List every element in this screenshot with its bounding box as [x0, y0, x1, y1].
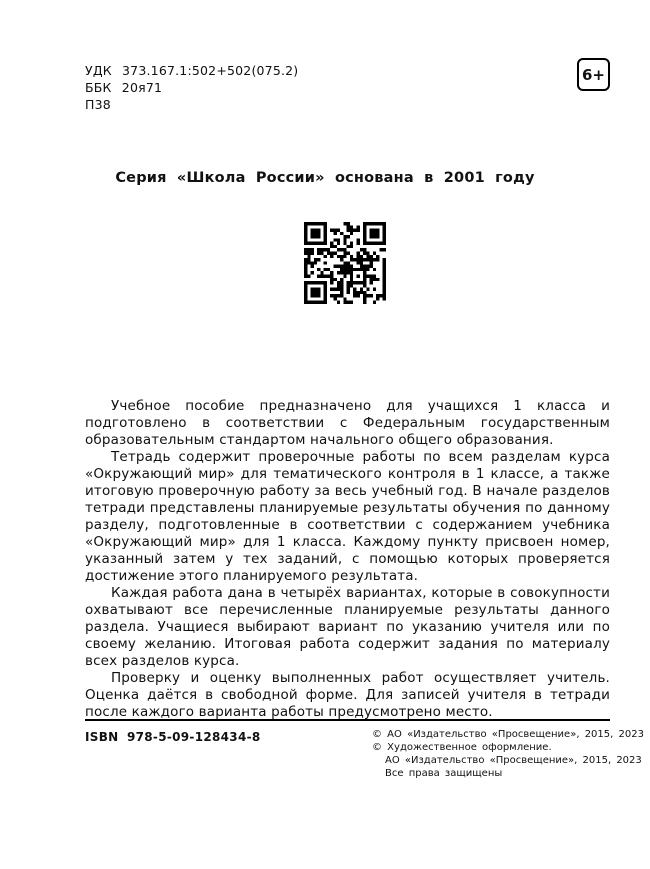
qr-code-image [304, 222, 386, 304]
copyright-line: Все права защищены [385, 768, 503, 779]
isbn: ISBN 978-5-09-128434-8 [85, 730, 261, 744]
annotation-paragraph: Учебное пособие предназначено для учащихся 1 класса и подготовлено в соответствии с Федеральным государственным образовательным стандартом начального общего образования. [85, 398, 610, 448]
copyright-line: АО «Издательство «Просвещение», 2015, 2023 [385, 755, 642, 766]
annotation-text [85, 398, 610, 721]
annotation-paragraph: Тетрадь содержит проверочные работы по всем разделам курса «Окружающий мир» для тематического контроля в 1 классе, а также итоговую проверочную работу за весь учебный год. В начале разделов тетради представлены планируемые результаты обучения по данному разделу, подготовленные в соответствии с содержанием учебника «Окружающий мир» для 1 класса. Каждому пункту присвоен номер, указанный затем у тех заданий, с помощью которых проверяется достижение этого планируемого результата. [85, 449, 610, 584]
book-code-line: П38 [85, 97, 111, 112]
bbk-line: ББК 20я71 [85, 80, 163, 95]
footer-divider [85, 719, 610, 721]
annotation-paragraph: Проверку и оценку выполненных работ осуществляет учитель. Оценка даётся в свободной форме. Для записей учителя в тетради после каждого варианта работы предусмотрено место. [85, 670, 610, 720]
copyright-block [372, 728, 644, 780]
age-rating-badge: 6+ [577, 58, 610, 91]
series-title: Серия «Школа России» основана в 2001 году [115, 170, 535, 186]
bibliographic-codes [85, 62, 298, 113]
copyright-line: © АО «Издательство «Просвещение», 2015, 2023 [372, 729, 644, 740]
udk-line: УДК 373.167.1:502+502(075.2) [85, 63, 299, 78]
copyright-line: © Художественное оформление. [372, 742, 552, 753]
annotation-paragraph: Каждая работа дана в четырёх вариантах, которые в совокупности охватывают все перечисленные планируемые результаты данного раздела. Учащиеся выбирают вариант по указанию учителя или по своему желанию. Итоговая работа содержит задания по материалу всех разделов курса. [85, 585, 610, 669]
